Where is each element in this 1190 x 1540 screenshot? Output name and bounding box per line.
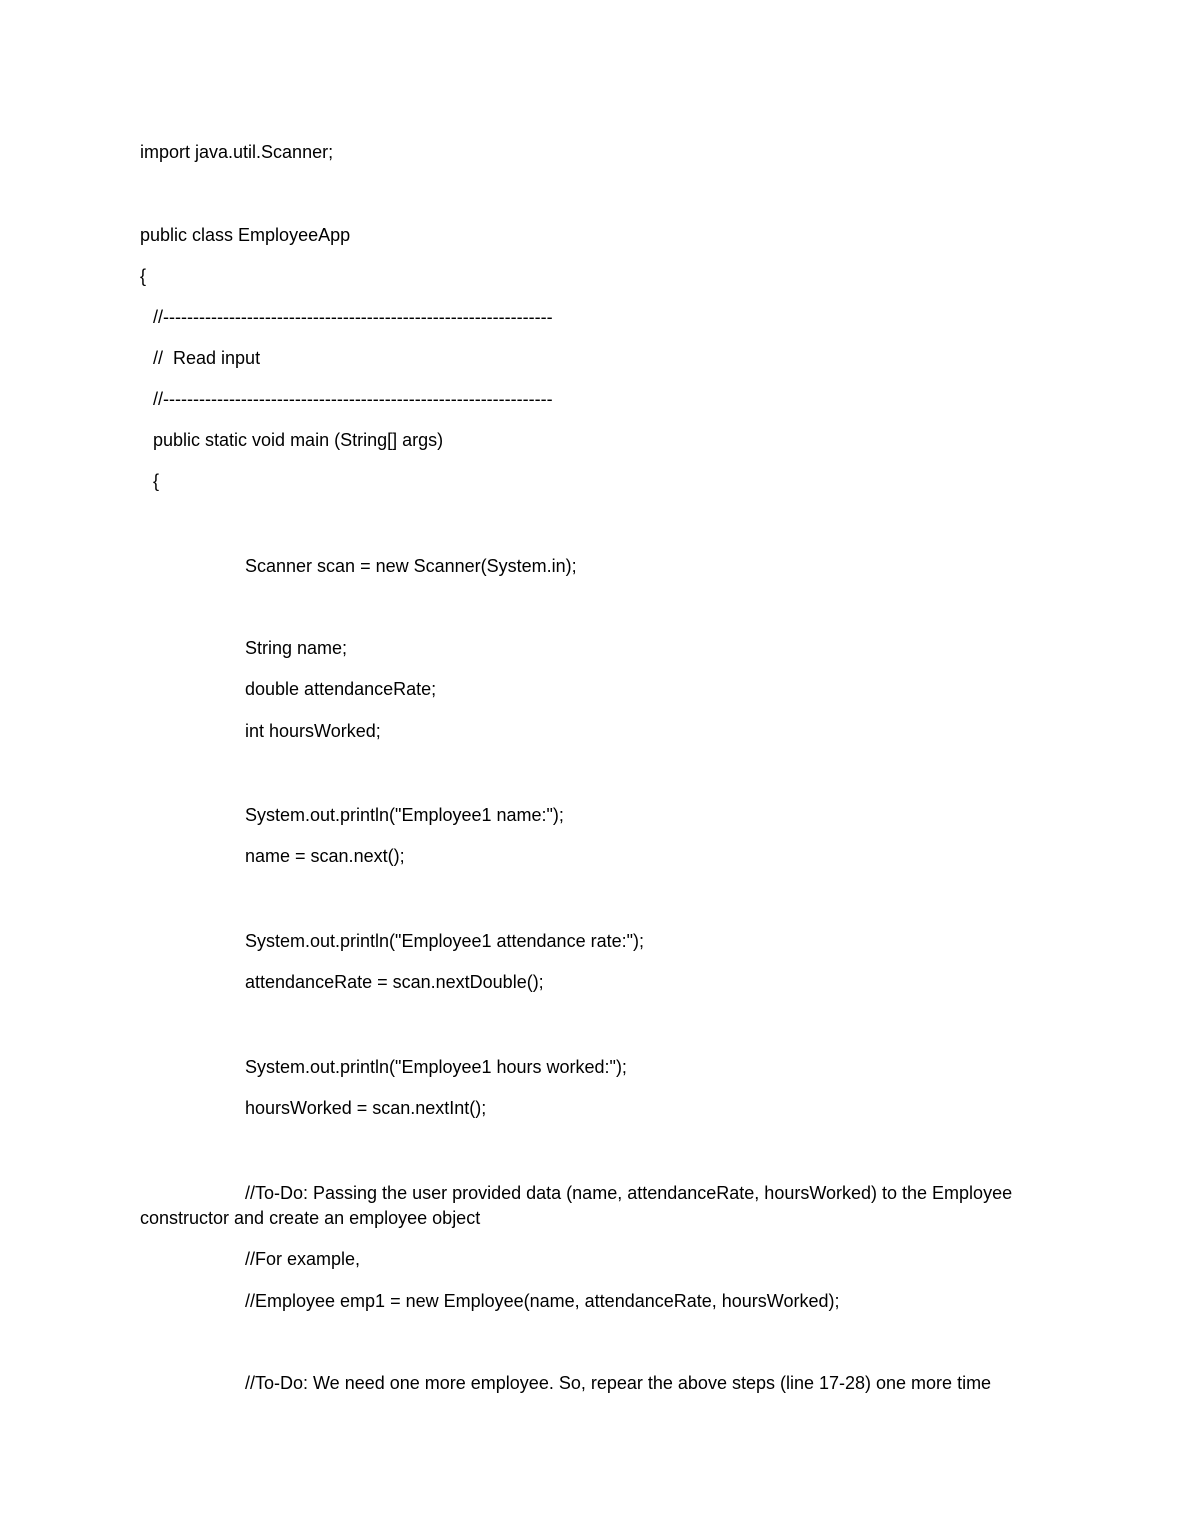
code-line-prompt-rate: System.out.println("Employee1 attendance rate:");	[245, 931, 644, 951]
code-line-hours-decl: int hoursWorked;	[245, 721, 381, 741]
code-line-comment-rule: //-----------------------------------------------------------------	[153, 307, 553, 327]
code-line-class-open-brace: {	[140, 266, 147, 286]
code-line-todo-repeat: //To-Do: We need one more employee. So, repear the above steps (line 17-28) one more time	[245, 1373, 992, 1393]
code-line-rate-decl: double attendanceRate;	[245, 679, 437, 699]
code-line-prompt-name: System.out.println("Employee1 name:");	[245, 805, 564, 825]
code-line-class-decl: public class EmployeeApp	[140, 225, 351, 245]
code-line-comment-read-input: // Read input	[153, 348, 261, 368]
code-line-read-name: name = scan.next();	[245, 846, 405, 866]
code-line-comment-emp1: //Employee emp1 = new Employee(name, attendanceRate, hoursWorked);	[245, 1291, 840, 1311]
code-line-scanner: Scanner scan = new Scanner(System.in);	[245, 556, 577, 576]
code-line-comment-example: //For example,	[245, 1249, 361, 1269]
code-line-name-decl: String name;	[245, 638, 348, 658]
code-line-read-hours: hoursWorked = scan.nextInt();	[245, 1098, 487, 1118]
code-line-import: import java.util.Scanner;	[140, 142, 334, 162]
code-line-read-rate: attendanceRate = scan.nextDouble();	[245, 972, 544, 992]
code-line-main-decl: public static void main (String[] args)	[153, 430, 444, 450]
code-line-todo-constructor: //To-Do: Passing the user provided data (name, attendanceRate, hoursWorked) to the Employee constructor and create an employee object	[140, 1183, 1013, 1228]
code-line-comment-rule: //-----------------------------------------------------------------	[153, 389, 553, 409]
code-line-prompt-hours: System.out.println("Employee1 hours worked:");	[245, 1057, 627, 1077]
code-line-main-open-brace: {	[153, 471, 160, 491]
